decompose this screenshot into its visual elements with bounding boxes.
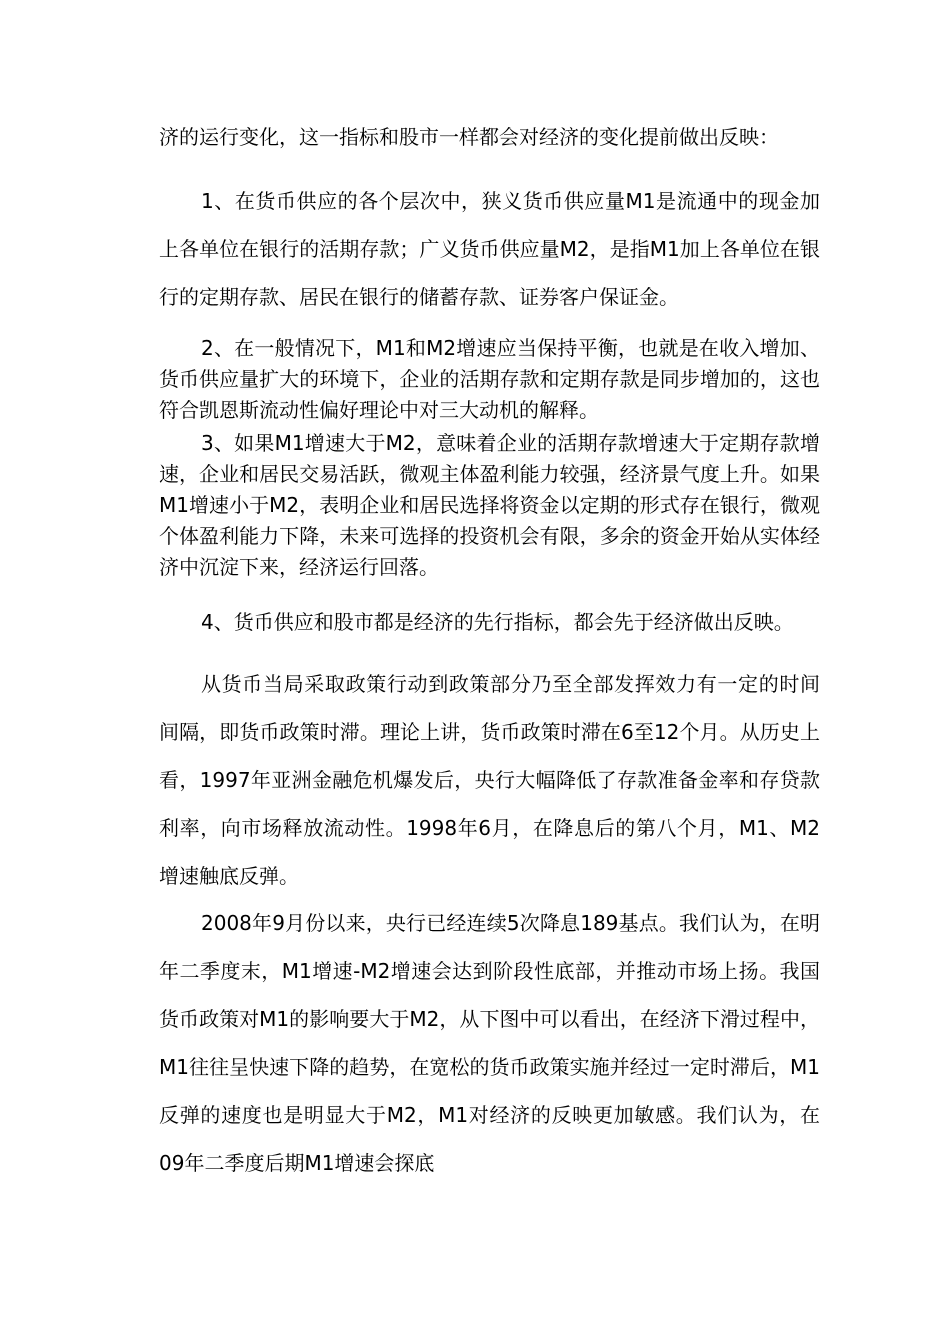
paragraph-point-4: 4、货币供应和股市都是经济的先行指标，都会先于经济做出反映。 <box>201 610 794 634</box>
paragraph-point-3: 3、如果M1增速大于M2，意味着企业的活期存款增速大于定期存款增速，企业和居民交易活跃，微观主体盈利能力较强，经济景气度上升。如果M1增速小于M2，表明企业和居民选择将资金以定期的形式存在银行，微观个体盈利能力下降，未来可选择的投资机会有限，多余的资金开始从实体经济中沉淀下来，经济运行回落。 <box>159 431 820 579</box>
paragraph-intro-continuation: 济的运行变化，这一指标和股市一样都会对经济的变化提前做出反映： <box>159 125 779 149</box>
paragraph-policy-lag: 从货币当局采取政策行动到政策部分乃至全部发挥效力有一定的时间间隔，即货币政策时滞。理论上讲，货币政策时滞在6至12个月。从历史上看，1997年亚洲金融危机爆发后，央行大幅降低了存款准备金率和存贷款利率，向市场释放流动性。1998年6月，在降息后的第八个月，M1、M2增速触底反弹。 <box>159 672 820 888</box>
paragraph-point-1: 1、在货币供应的各个层次中，狭义货币供应量M1是流通中的现金加上各单位在银行的活期存款；广义货币供应量M2，是指M1加上各单位在银行的定期存款、居民在银行的储蓄存款、证券客户保证金。 <box>159 189 820 309</box>
paragraph-rate-cut-outlook: 2008年9月份以来，央行已经连续5次降息189基点。我们认为，在明年二季度末，M1增速-M2增速会达到阶段性底部，并推动市场上扬。我国货币政策对M1的影响要大于M2，从下图中可以看出，在经济下滑过程中，M1往往呈快速下降的趋势，在宽松的货币政策实施并经过一定时滞后，M1反弹的速度也是明显大于M2，M1对经济的反映更加敏感。我们认为，在09年二季度后期M1增速会探底 <box>159 911 820 1175</box>
paragraph-point-2: 2、在一般情况下，M1和M2增速应当保持平衡，也就是在收入增加、货币供应量扩大的环境下，企业的活期存款和定期存款是同步增加的，这也符合凯恩斯流动性偏好理论中对三大动机的解释。 <box>159 336 820 422</box>
